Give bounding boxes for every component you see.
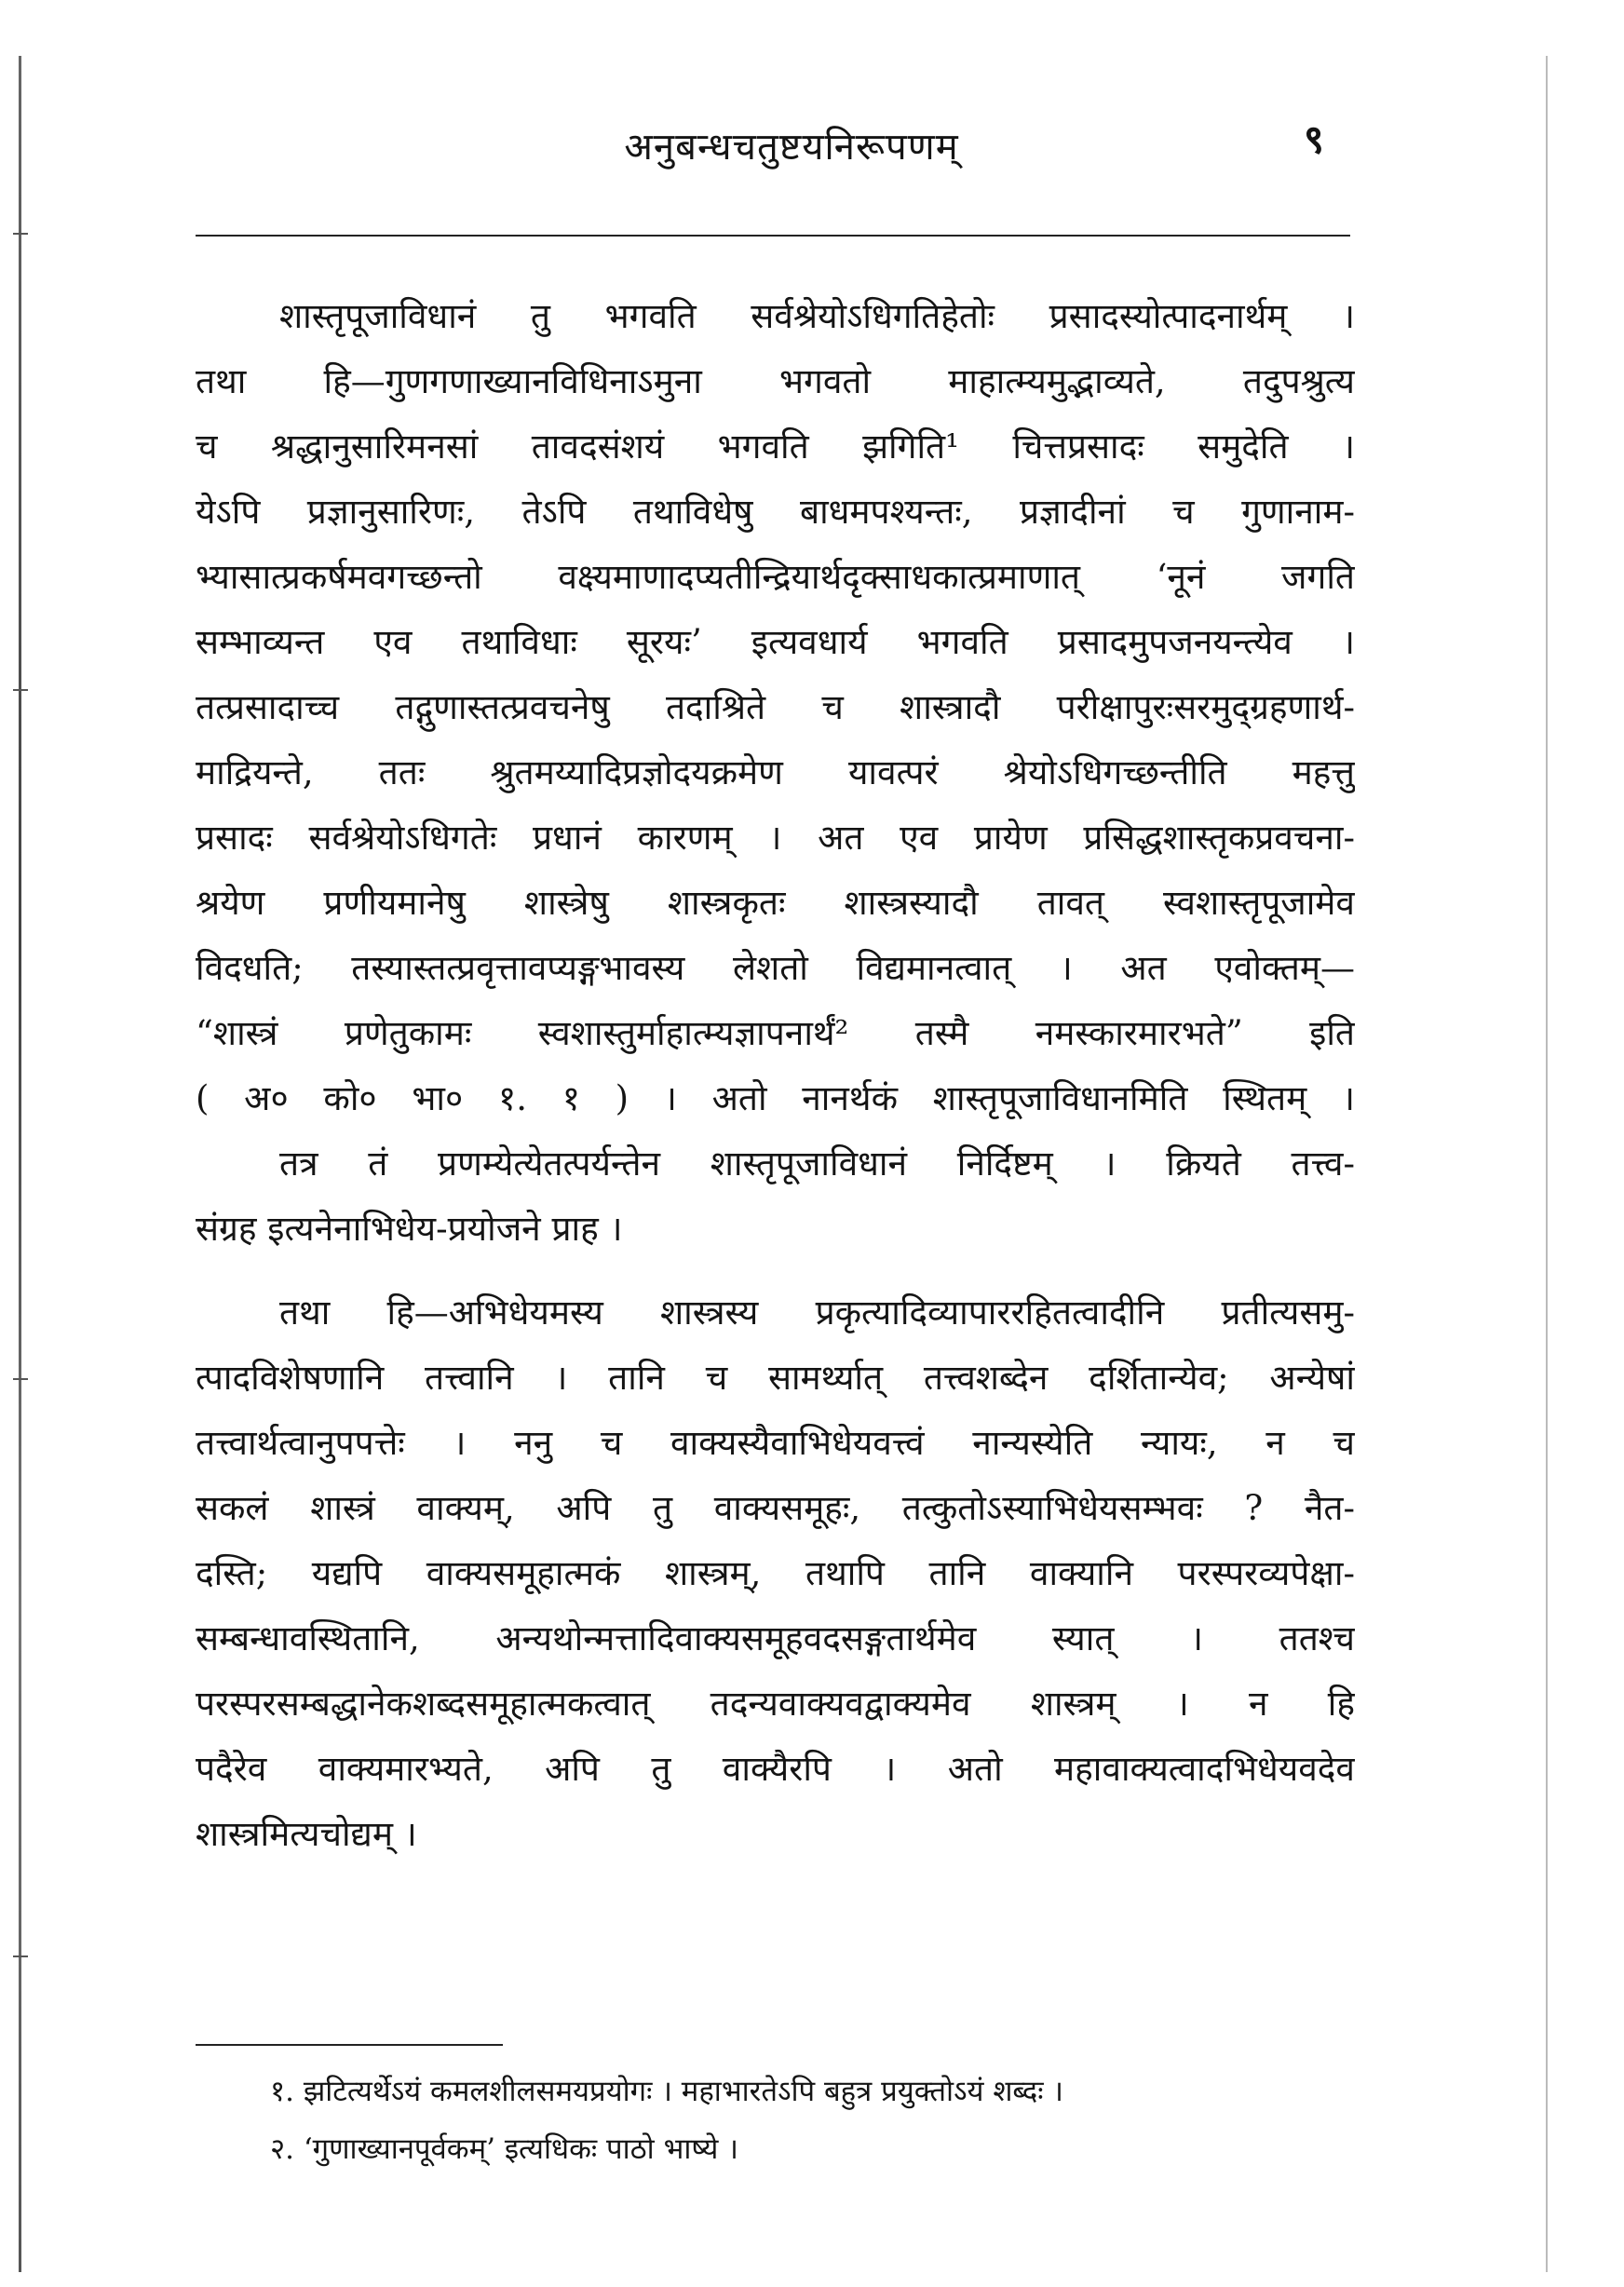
text-line: भ्यासात्प्रकर्षमवगच्छन्तो वक्ष्यमाणादप्यतीन्द्रियार्थदृक्साधकात्प्रमाणात् ‘नूनं जगति — [196, 557, 1355, 597]
text-line: प्रसादः सर्वश्रेयोऽधिगतेः प्रधानं कारणम् । अत एव प्रायेण प्रसिद्धशास्तृकप्रवचना- — [196, 818, 1355, 858]
text-line: परस्परसम्बद्धानेकशब्दसमूहात्मकत्वात् तदन्यवाक्यवद्वाक्यमेव शास्त्रम् । न हि — [196, 1684, 1355, 1724]
paragraph-gap — [196, 1262, 1355, 1280]
text-line: त्पादविशेषणानि तत्त्वानि । तानि च सामर्थ्यात् तत्त्वशब्देन दर्शितान्येव; अन्येषां — [196, 1358, 1355, 1398]
text-line: श्रयेण प्रणीयमानेषु शास्त्रेषु शास्त्रकृतः शास्त्रस्यादौ तावत् स्वशास्तृपूजामेव — [196, 883, 1355, 923]
text-line: शास्तृपूजाविधानं तु भगवति सर्वश्रेयोऽधिगतिहेतोः प्रसादस्योत्पादनार्थम् । — [279, 296, 1355, 336]
text-line: संग्रह इत्यनेनाभिधेय-प्रयोजने प्राह । — [196, 1209, 623, 1249]
text-line: विदधति; तस्यास्तत्प्रवृत्तावप्यङ्गभावस्य लेशतो विद्यमानत्वात् । अत एवोक्तम्— — [196, 948, 1355, 988]
text-line: तत्र तं प्रणम्येत्येतत्पर्यन्तेन शास्तृपूजाविधानं निर्दिष्टम् । क्रियते तत्त्व- — [279, 1144, 1355, 1184]
binding-edge — [19, 56, 21, 2272]
body-text — [196, 284, 1355, 1867]
text-line: सम्भाव्यन्त एव तथाविधाः सूरयः’ इत्यवधार्य भगवति प्रसादमुपजनयन्त्येव । — [196, 622, 1355, 662]
page-edge — [1546, 56, 1548, 2272]
text-line: सकलं शास्त्रं वाक्यम्, अपि तु वाक्यसमूहः, तत्कुतोऽस्याभिधेयसम्भवः ? नैत- — [196, 1488, 1355, 1528]
running-header: अनुबन्धचतुष्टयनिरूपणम् — [624, 126, 959, 169]
text-line: पदैरेव वाक्यमारभ्यते, अपि तु वाक्यैरपि । अतो महावाक्यत्वादभिधेयवदेव — [196, 1749, 1355, 1789]
text-line: तत्प्रसादाच्च तद्गुणास्तत्प्रवचनेषु तदाश्रिते च शास्त्रादौ परीक्षापुरःसरमुद्ग्रहणार्थ- — [196, 687, 1355, 727]
binding-mark — [13, 1378, 28, 1380]
text-line: “शास्त्रं प्रणेतुकामः स्वशास्तुर्माहात्म्यज्ञापनार्थं² तस्मै नमस्कारमारभते” इति — [196, 1013, 1355, 1053]
text-line: तत्त्वार्थत्वानुपपत्तेः । ननु च वाक्यस्यैवाभिधेयवत्त्वं नान्यस्येति न्यायः, न च — [196, 1423, 1355, 1463]
text-line: माद्रियन्ते, ततः श्रुतमय्यादिप्रज्ञोदयक्रमेण यावत्परं श्रेयोऽधिगच्छन्तीति महत्तु — [196, 752, 1355, 792]
text-line: शास्त्रमित्यचोद्यम् । — [196, 1814, 417, 1854]
footnote-rule — [196, 2044, 503, 2046]
binding-mark — [13, 233, 28, 235]
text-line: च श्रद्धानुसारिमनसां तावदसंशयं भगवति झगिति¹ चित्तप्रसादः समुदेति । — [196, 426, 1355, 467]
text-line: येऽपि प्रज्ञानुसारिणः, तेऽपि तथाविधेषु बाधमपश्यन्तः, प्रज्ञादीनां च गुणानाम- — [196, 492, 1355, 532]
text-line: ( अ० को० भा० १. १ ) । अतो नानर्थकं शास्तृपूजाविधानमिति स्थितम् । — [196, 1078, 1355, 1118]
text-line: दस्ति; यद्यपि वाक्यसमूहात्मकं शास्त्रम्, तथापि तानि वाक्यानि परस्परव्यपेक्षा- — [196, 1553, 1355, 1593]
text-line: तथा हि—गुणगणाख्यानविधिनाऽमुना भगवतो माहात्म्यमुद्भाव्यते, तदुपश्रुत्य — [196, 361, 1355, 401]
footnotes — [270, 2063, 1360, 2178]
binding-mark — [13, 689, 28, 691]
footnote: १. झटित्यर्थेऽयं कमलशीलसमयप्रयोगः । महाभारतेऽपि बहुत्र प्रयुक्तोऽयं शब्दः । — [270, 2075, 1064, 2108]
page-number: ९ — [1304, 116, 1324, 162]
text-line: सम्बन्धावस्थितानि, अन्यथोन्मत्तादिवाक्यसमूहवदसङ्गतार्थमेव स्यात् । ततश्च — [196, 1618, 1355, 1658]
paragraph — [196, 1131, 1355, 1262]
header-rule — [196, 235, 1350, 237]
paragraph — [196, 1280, 1355, 1867]
footnote: २. ‘गुणाख्यानपूर्वकम्’ इत्यधिकः पाठो भाष्ये । — [270, 2132, 738, 2166]
text-line: तथा हि—अभिधेयमस्य शास्त्रस्य प्रकृत्यादिव्यापाररहितत्वादीनि प्रतीत्यसमु- — [279, 1292, 1355, 1333]
binding-mark — [13, 1955, 28, 1957]
paragraph — [196, 284, 1355, 1131]
